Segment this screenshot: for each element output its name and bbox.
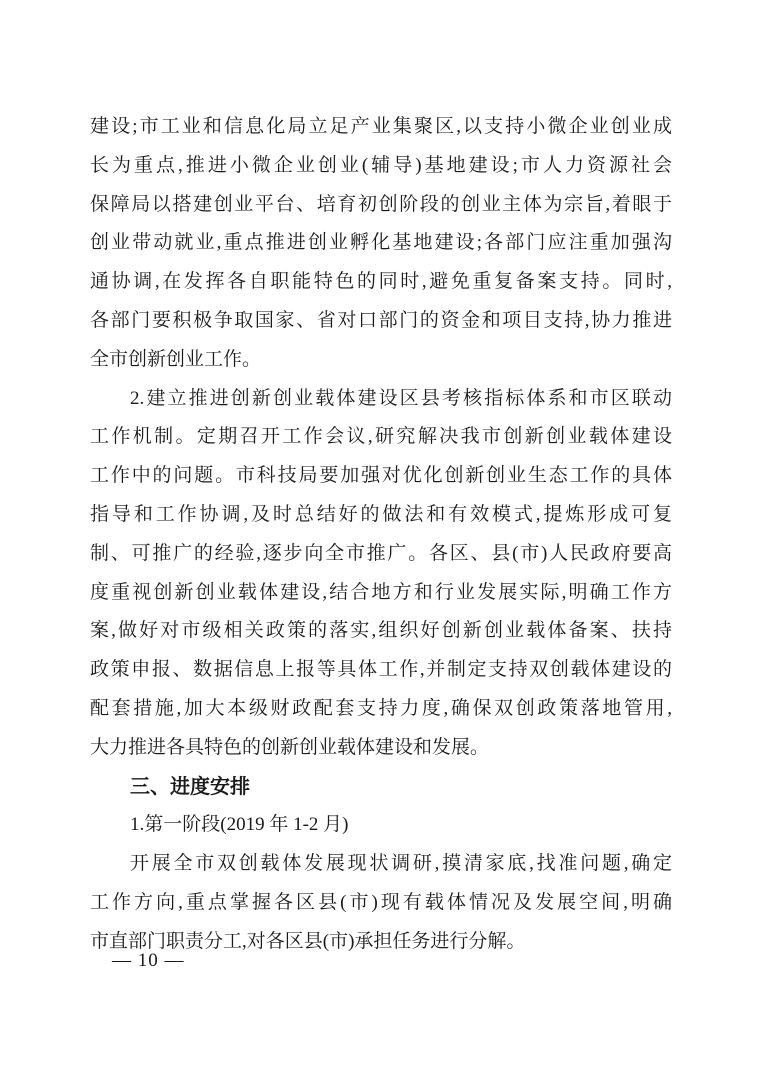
body-line: 工作方向,重点掌握各区县(市)现有载体情况及发展空间,明确 [90, 891, 672, 913]
body-line: 长为重点,推进小微企业创业(辅导)基地建设;市人力资源社会 [90, 154, 672, 176]
body-line: 指导和工作协调,及时总结好的做法和有效模式,提炼形成可复 [90, 503, 672, 525]
body-line: 配套措施,加大本级财政配套支持力度,确保双创政策落地管用, [90, 697, 672, 719]
body-line-paragraph-start: 开展全市双创载体发展现状调研,摸清家底,找准问题,确定 [130, 853, 672, 875]
body-line: 各部门要积极争取国家、省对口部门的资金和项目支持,协力推进 [90, 309, 672, 331]
section-heading: 三、进度安排 [130, 775, 250, 798]
body-line: 工作机制。定期召开工作会议,研究解决我市创新创业载体建设 [90, 426, 672, 448]
body-line: 全市创新创业工作。 [90, 348, 262, 370]
body-line-stage-1-title: 1.第一阶段(2019 年 1-2 月) [130, 814, 349, 836]
body-line: 制、可推广的经验,逐步向全市推广。各区、县(市)人民政府要高 [90, 542, 672, 564]
body-line: 大力推进各具特色的创新创业载体建设和发展。 [90, 736, 490, 758]
body-line: 市直部门职责分工,对各区县(市)承担任务进行分解。 [90, 930, 526, 952]
document-body [90, 108, 672, 962]
body-line: 通协调,在发挥各自职能特色的同时,避免重复备案支持。同时, [90, 271, 672, 293]
body-line: 度重视创新创业载体建设,结合地方和行业发展实际,明确工作方 [90, 581, 672, 603]
body-line: 保障局以搭建创业平台、培育初创阶段的创业主体为宗旨,着眼于 [90, 193, 672, 215]
body-line: 工作中的问题。市科技局要加强对优化创新创业生态工作的具体 [90, 465, 672, 487]
page-number: — 10 — [112, 950, 185, 971]
body-line-paragraph-2-start: 2.建立推进创新创业载体建设区县考核指标体系和市区联动 [130, 387, 672, 409]
body-line: 政策申报、数据信息上报等具体工作,并制定支持双创载体建设的 [90, 659, 672, 681]
body-line: 建设;市工业和信息化局立足产业集聚区,以支持小微企业创业成 [90, 116, 672, 137]
body-line: 创业带动就业,重点推进创业孵化基地建设;各部门应注重加强沟 [90, 232, 672, 254]
body-line: 案,做好对市级相关政策的落实,组织好创新创业载体备案、扶持 [90, 620, 672, 642]
